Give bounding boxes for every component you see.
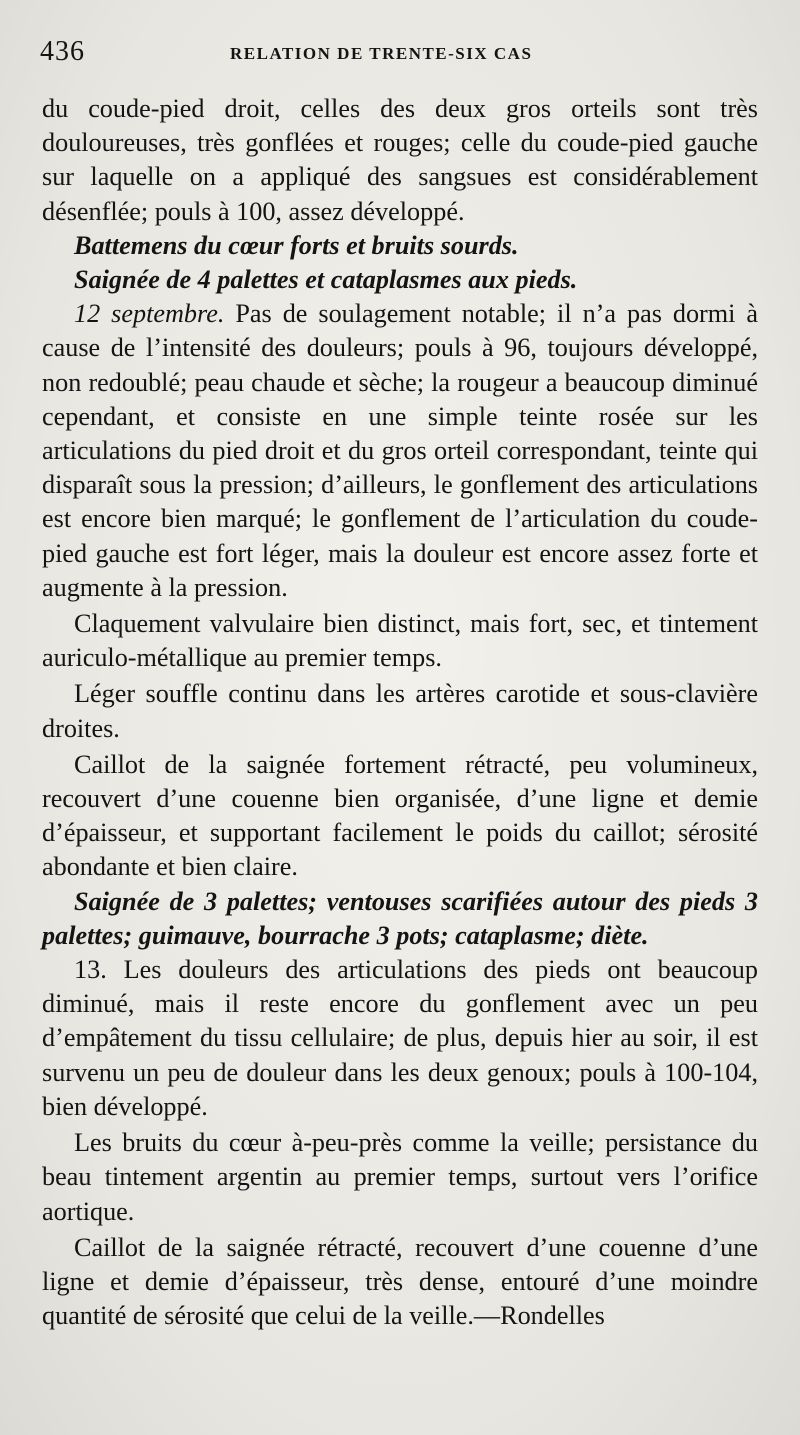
paragraph-continuation: du coude-pied droit, celles des deux gros orteils sont très douloureuses, très gonflées et rouges; celle du coude-pied gauche sur laquelle on a appliqué des sangsues est considérablement désenflée; pouls à 100, assez développé.	[42, 94, 758, 226]
paragraph-heart-sounds-2: Les bruits du cœur à-peu-près comme la veille; persistance du beau tintement argentin au premier temps, surtout vers l’orifice aortique.	[42, 1128, 758, 1226]
paragraph-treatment-1: Saignée de 4 palettes et cataplasmes aux pieds.	[74, 265, 578, 295]
body-text	[42, 92, 758, 1333]
paragraph-valve-click: Claquement valvulaire bien distinct, mais fort, sec, et tintement auriculo-métallique au premier temps.	[42, 609, 758, 673]
page-header	[40, 36, 760, 72]
paragraph-sept-12-text: Pas de soulagement notable; il n’a pas dormi à cause de l’intensité des douleurs; pouls à 96, toujours développé, non redoublé; peau chaude et sèche; la rougeur a beaucoup diminué cependant, et consiste en une simple teinte rosée sur les articulations du pied droit et du gros orteil correspondant, teinte qui disparaît sous la pression; d’ailleurs, le gonflement des articulations est encore bien marqué; le gonflement de l’articulation du coude-pied gauche est fort léger, mais la douleur est encore assez forte et augmente à la pression.	[42, 299, 759, 602]
running-title: RELATION DE TRENTE-SIX CAS	[230, 44, 533, 63]
paragraph-murmur: Léger souffle continu dans les artères carotide et sous-clavière droites.	[42, 679, 758, 743]
paragraph-clot-1: Caillot de la saignée fortement rétracté, peu volumineux, recouvert d’une couenne bien organisée, d’une ligne et demie d’épaisseur, et supportant facilement le poids du caillot; sérosité abondante et bien claire.	[42, 749, 758, 882]
date-sept-12: 12 septembre.	[74, 299, 225, 329]
paragraph-day-13: 13. Les douleurs des articulations des pieds ont beaucoup diminué, mais il reste encore du gonflement avec un peu d’empâtement du tissu cellulaire; de plus, depuis hier au soir, il est survenu un peu de douleur dans les deux genoux; pouls à 100-104, bien développé.	[42, 955, 758, 1121]
paragraph-sept-12	[42, 297, 758, 605]
page-number: 436	[40, 36, 85, 67]
paragraph-clot-2: Caillot de la saignée rétracté, recouvert d’une couenne d’une ligne et demie d’épaisseur, très dense, entouré d’une moindre quantité de sérosité que celui de la veille.—Rondelles	[42, 1232, 758, 1331]
paragraph-treatment-2: Saignée de 3 palettes; ventouses scarifiées autour des pieds 3 palettes; guimauve, bourrache 3 pots; cataplasme; diète.	[42, 886, 758, 950]
paragraph-heart-sounds: Battemens du cœur forts et bruits sourds.	[74, 230, 519, 260]
